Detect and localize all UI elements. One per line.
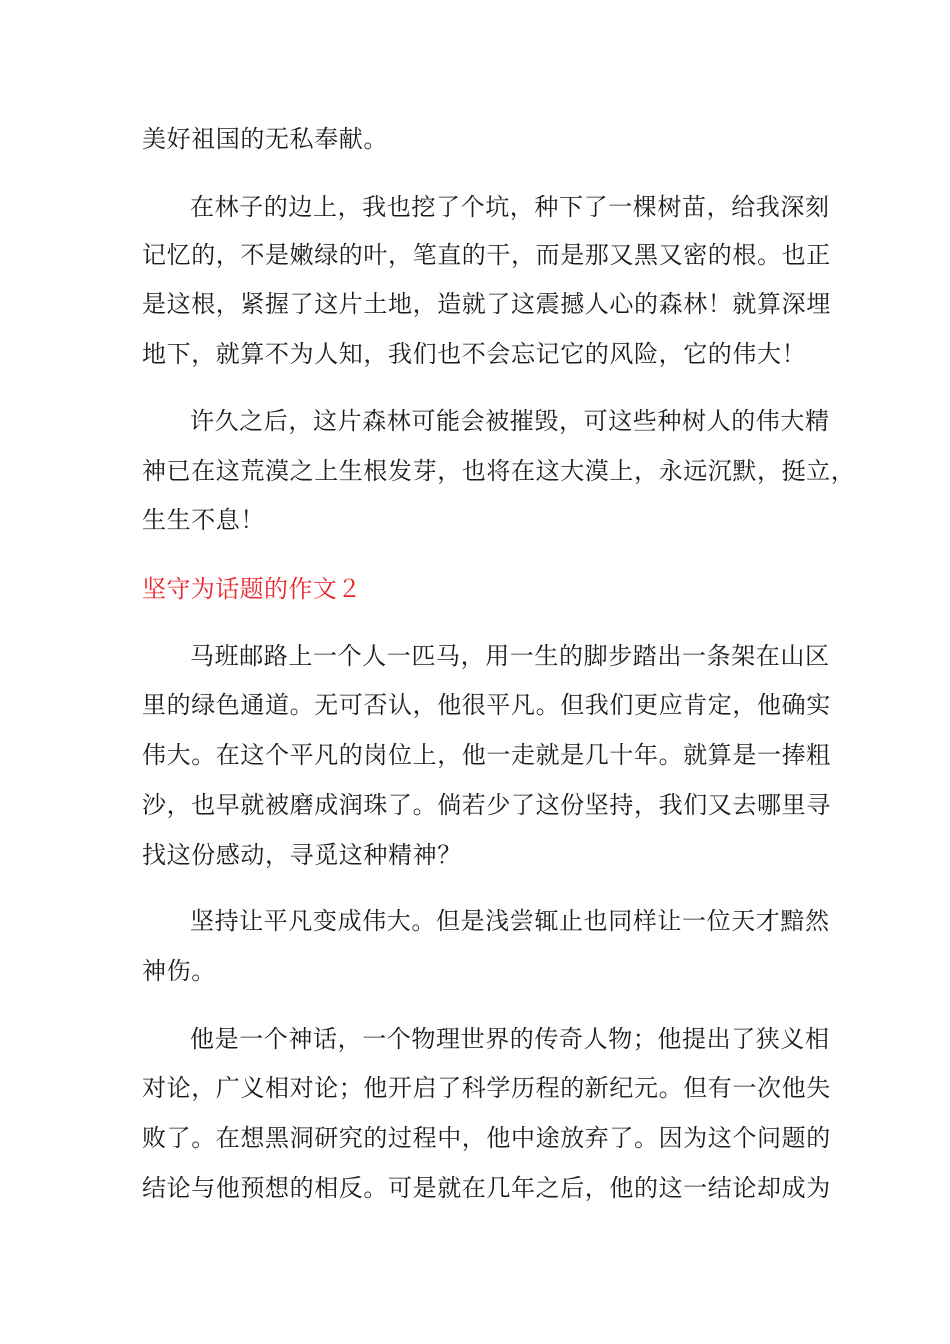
paragraph-2-line-2: 记忆的，不是嫩绿的叶，笔直的干，而是那又黑又密的根。也正: [142, 241, 831, 269]
paragraph-5-line-2: 神伤。: [142, 957, 216, 985]
paragraph-2-line-3: 是这根，紧握了这片土地，造就了这震撼人心的森林！就算深埋: [142, 290, 831, 318]
paragraph-3-line-3: 生生不息！: [142, 506, 265, 534]
paragraph-4-line-5: 找这份感动，寻觅这种精神？: [142, 841, 462, 869]
paragraph-2-line-4: 地下，就算不为人知，我们也不会忘记它的风险，它的伟大！: [142, 340, 807, 368]
section-heading: 坚守为话题的作文２: [142, 575, 362, 603]
paragraph-5-line-1: 坚持让平凡变成伟大。但是浅尝辄止也同样让一位天才黯然: [190, 907, 830, 935]
paragraph-6-line-1: 他是一个神话，一个物理世界的传奇人物；他提出了狭义相: [190, 1025, 830, 1053]
paragraph-4-line-4: 沙，也早就被磨成润珠了。倘若少了这份坚持，我们又去哪里寻: [142, 791, 831, 819]
paragraph-4-line-3: 伟大。在这个平凡的岗位上，他一走就是几十年。就算是一捧粗: [142, 741, 831, 769]
paragraph-3-line-2: 神已在这荒漠之上生根发芽，也将在这大漠上，永远沉默，挺立，: [142, 457, 856, 485]
paragraph-6-line-2: 对论，广义相对论；他开启了科学历程的新纪元。但有一次他失: [142, 1074, 831, 1102]
paragraph-4-line-1: 马班邮路上一个人一匹马，用一生的脚步踏出一条架在山区: [190, 642, 830, 670]
paragraph-1-line-1: 美好祖国的无私奉献。: [142, 125, 388, 153]
paragraph-4-line-2: 里的绿色通道。无可否认，他很平凡。但我们更应肯定，他确实: [142, 691, 831, 719]
paragraph-2-line-1: 在林子的边上，我也挖了个坑，种下了一棵树苗，给我深刻: [190, 193, 830, 221]
paragraph-3-line-1: 许久之后，这片森林可能会被摧毁，可这些种树人的伟大精: [190, 407, 830, 435]
paragraph-6-line-3: 败了。在想黑洞研究的过程中，他中途放弃了。因为这个问题的: [142, 1124, 831, 1152]
paragraph-6-line-4: 结论与他预想的相反。可是就在几年之后，他的这一结论却成为: [142, 1174, 831, 1202]
